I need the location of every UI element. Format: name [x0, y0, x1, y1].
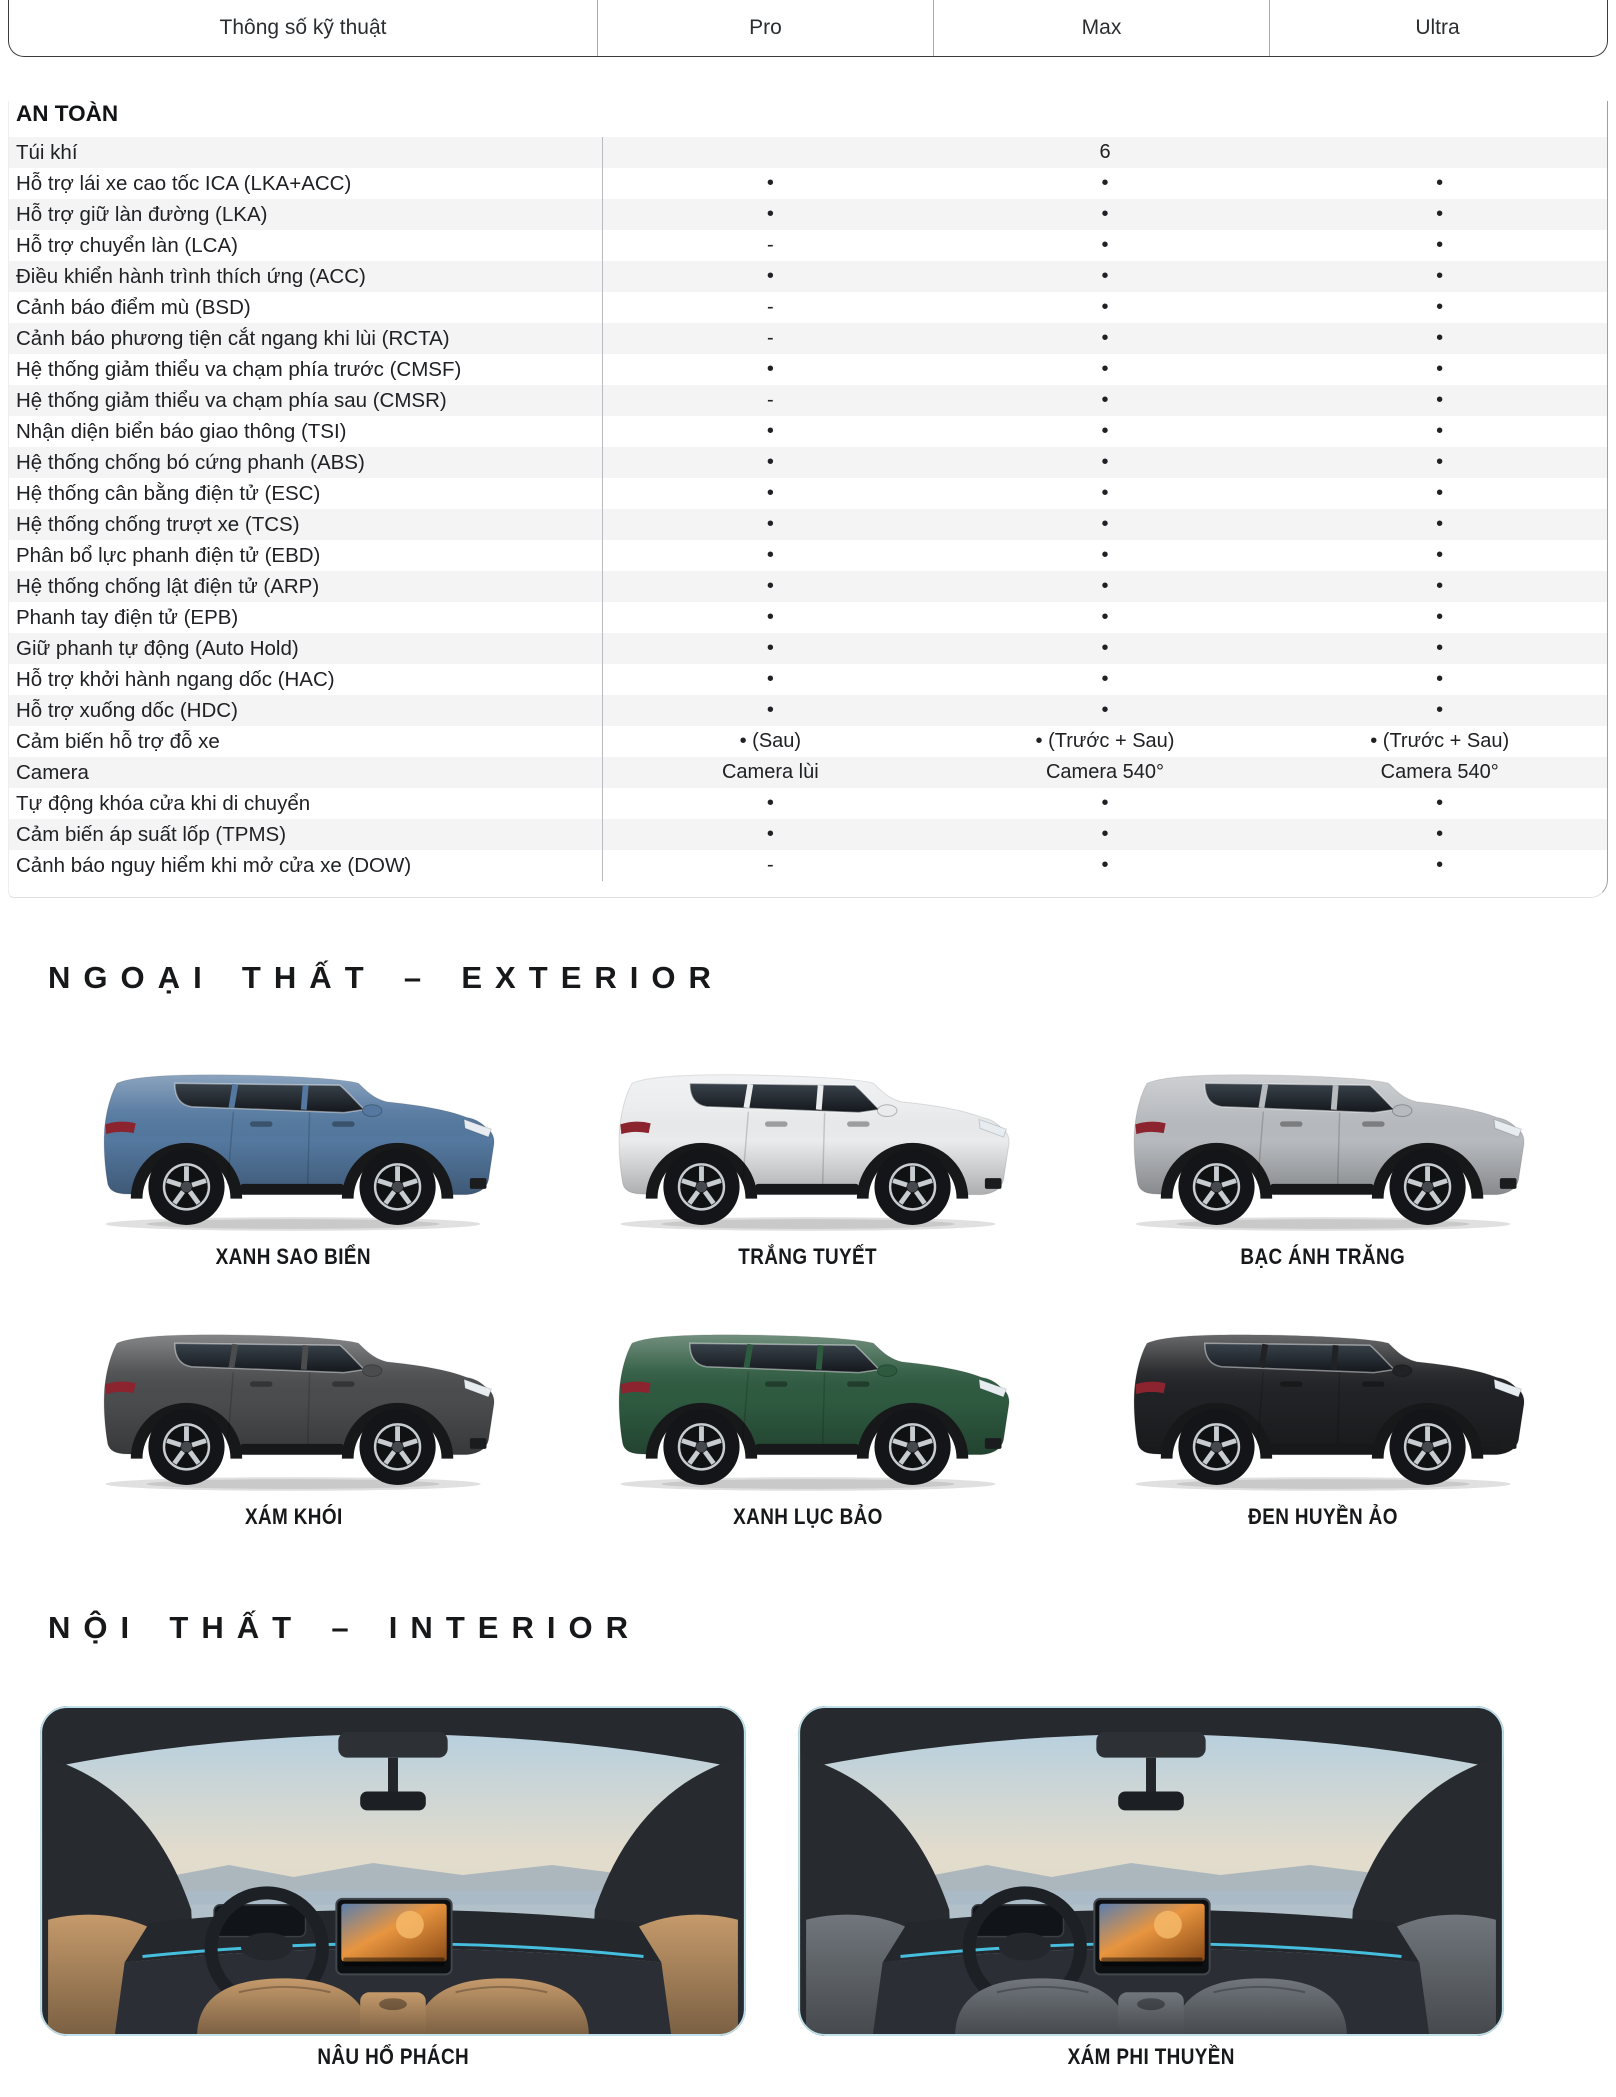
exterior-color-option [1065, 1300, 1580, 1530]
spec-value-pro: • [766, 513, 774, 535]
spec-values [603, 416, 1607, 447]
interior-cabin-image [798, 1706, 1504, 2036]
spec-value-pro: • [766, 482, 774, 504]
spec-label: Túi khí [9, 137, 603, 168]
spec-value-ultra: • (Trước + Sau) [1370, 730, 1510, 752]
table-header [8, 0, 1608, 57]
spec-value-ultra: • [1436, 482, 1444, 504]
spec-value-pro: • [766, 606, 774, 628]
header-trim-ultra: Ultra [1269, 0, 1605, 56]
exterior-color-option [1065, 1040, 1580, 1270]
table-row [9, 602, 1607, 633]
table-row [9, 850, 1607, 881]
spec-values [603, 571, 1607, 602]
table-row [9, 633, 1607, 664]
spec-label: Cảnh báo điểm mù (BSD) [9, 292, 603, 323]
spec-value-ultra: • [1436, 420, 1444, 442]
spec-value-pro: • [766, 203, 774, 225]
spec-rows [9, 137, 1607, 881]
spec-value-all-trims: 6 [1099, 141, 1111, 163]
spec-values [603, 664, 1607, 695]
table-row [9, 695, 1607, 726]
interior-heading: NỘI THẤT – INTERIOR [48, 1610, 642, 1645]
spec-value-pro: • [766, 451, 774, 473]
spec-value-pro: • [766, 544, 774, 566]
spec-label: Hỗ trợ xuống dốc (HDC) [9, 695, 603, 726]
spec-value-pro: - [767, 389, 774, 411]
spec-value-max: • [1101, 668, 1109, 690]
spec-value-pro: • [766, 172, 774, 194]
interior-cabin-image [40, 1706, 746, 2036]
color-name-label: TRẮNG TUYẾT [738, 1244, 878, 1269]
spec-value-ultra: • [1436, 823, 1444, 845]
spec-value-pro: • [766, 823, 774, 845]
spec-label: Phân bổ lực phanh điện tử (EBD) [9, 540, 603, 571]
color-name-label: XANH SAO BIỂN [215, 1244, 371, 1269]
spec-value-max: • [1101, 792, 1109, 814]
spec-value-ultra: • [1436, 203, 1444, 225]
spec-value-max: • [1101, 203, 1109, 225]
table-row [9, 447, 1607, 478]
spec-value-ultra: • [1436, 172, 1444, 194]
spec-value-max: • [1101, 823, 1109, 845]
table-row [9, 261, 1607, 292]
exterior-color-grid [0, 1040, 1616, 1530]
table-row [9, 292, 1607, 323]
spec-value-ultra: • [1436, 358, 1444, 380]
spec-value-ultra: • [1436, 699, 1444, 721]
spec-values [603, 540, 1607, 571]
spec-label: Hệ thống cân bằng điện tử (ESC) [9, 478, 603, 509]
table-row [9, 323, 1607, 354]
spec-value-ultra: • [1436, 327, 1444, 349]
spec-value-ultra: Camera 540° [1380, 761, 1499, 783]
car-side-image [593, 1300, 1023, 1496]
interior-color-option [40, 1706, 746, 2070]
table-row [9, 478, 1607, 509]
exterior-heading: NGOẠI THẤT – EXTERIOR [48, 960, 724, 995]
spec-value-max: • [1101, 482, 1109, 504]
spec-value-max: • [1101, 513, 1109, 535]
spec-label: Điều khiển hành trình thích ứng (ACC) [9, 261, 603, 292]
table-row [9, 230, 1607, 261]
spec-value-ultra: • [1436, 792, 1444, 814]
table-row [9, 354, 1607, 385]
car-side-image [78, 1040, 508, 1236]
spec-values [603, 261, 1607, 292]
spec-value-pro: • [766, 792, 774, 814]
exterior-color-option [36, 1300, 551, 1530]
table-row [9, 664, 1607, 695]
spec-label: Cảnh báo nguy hiểm khi mở cửa xe (DOW) [9, 850, 603, 881]
spec-value-max: • [1101, 606, 1109, 628]
spec-value-ultra: • [1436, 265, 1444, 287]
interior-color-option [798, 1706, 1504, 2070]
spec-values [603, 509, 1607, 540]
spec-label: Cảm biến hỗ trợ đỗ xe [9, 726, 603, 757]
color-name-label: BẠC ÁNH TRĂNG [1240, 1244, 1406, 1269]
spec-value-max: • [1101, 854, 1109, 876]
color-name-label: ĐEN HUYỀN ẢO [1247, 1504, 1398, 1529]
color-name-label: XANH LỤC BẢO [733, 1504, 883, 1529]
spec-label: Cảnh báo phương tiện cắt ngang khi lùi (RCTA) [9, 323, 603, 354]
spec-values [603, 602, 1607, 633]
spec-value-ultra: • [1436, 296, 1444, 318]
spec-value-max: • [1101, 544, 1109, 566]
spec-label: Hỗ trợ chuyển làn (LCA) [9, 230, 603, 261]
spec-values [603, 199, 1607, 230]
spec-value-max: • [1101, 451, 1109, 473]
table-row [9, 726, 1607, 757]
spec-value-pro: • [766, 358, 774, 380]
spec-label: Hệ thống chống lật điện tử (ARP) [9, 571, 603, 602]
spec-values [603, 385, 1607, 416]
spec-values [603, 695, 1607, 726]
color-name-label: XÁM KHÓI [244, 1504, 343, 1529]
spec-label: Phanh tay điện tử (EPB) [9, 602, 603, 633]
spec-value-ultra: • [1436, 637, 1444, 659]
spec-label: Hệ thống giảm thiểu va chạm phía trước (CMSF) [9, 354, 603, 385]
spec-value-max: • [1101, 358, 1109, 380]
table-row [9, 571, 1607, 602]
spec-values [603, 137, 1607, 168]
spec-values [603, 633, 1607, 664]
spec-label: Hệ thống giảm thiểu va chạm phía sau (CMSR) [9, 385, 603, 416]
spec-value-max: • [1101, 234, 1109, 256]
spec-value-ultra: • [1436, 389, 1444, 411]
car-side-image [78, 1300, 508, 1496]
spec-values [603, 168, 1607, 199]
spec-values [603, 354, 1607, 385]
table-row [9, 819, 1607, 850]
table-row [9, 199, 1607, 230]
exterior-color-option [551, 1040, 1066, 1270]
spec-value-pro: • [766, 420, 774, 442]
table-row [9, 788, 1607, 819]
spec-label: Hỗ trợ khởi hành ngang dốc (HAC) [9, 664, 603, 695]
spec-value-max: • [1101, 699, 1109, 721]
car-side-image [1108, 1040, 1538, 1236]
spec-label: Cảm biến áp suất lốp (TPMS) [9, 819, 603, 850]
spec-values [603, 726, 1607, 757]
spec-value-max: • [1101, 172, 1109, 194]
table-row [9, 168, 1607, 199]
spec-value-ultra: • [1436, 234, 1444, 256]
header-spec-column: Thông số kỹ thuật [219, 16, 387, 39]
table-row [9, 540, 1607, 571]
spec-value-pro: • [766, 575, 774, 597]
spec-value-pro: - [767, 854, 774, 876]
color-name-label: XÁM PHI THUYỀN [1067, 2044, 1235, 2069]
car-side-image [593, 1040, 1023, 1236]
spec-label: Tự động khóa cửa khi di chuyển [9, 788, 603, 819]
spec-values [603, 478, 1607, 509]
header-trim-max: Max [933, 0, 1269, 56]
spec-value-ultra: • [1436, 513, 1444, 535]
spec-value-max: • [1101, 637, 1109, 659]
spec-value-pro: • (Sau) [739, 730, 802, 752]
spec-value-max: • (Trước + Sau) [1035, 730, 1175, 752]
spec-values [603, 757, 1607, 788]
color-name-label: NÂU HỔ PHÁCH [317, 2044, 469, 2069]
spec-value-ultra: • [1436, 668, 1444, 690]
spec-value-ultra: • [1436, 854, 1444, 876]
spec-value-max: • [1101, 296, 1109, 318]
spec-value-pro: • [766, 699, 774, 721]
spec-label: Hỗ trợ giữ làn đường (LKA) [9, 199, 603, 230]
spec-label: Hệ thống chống trượt xe (TCS) [9, 509, 603, 540]
table-row [9, 385, 1607, 416]
spec-value-ultra: • [1436, 451, 1444, 473]
exterior-color-option [36, 1040, 551, 1270]
spec-values [603, 447, 1607, 478]
table-row [9, 137, 1607, 168]
table-row [9, 757, 1607, 788]
spec-table [8, 101, 1608, 898]
spec-value-pro: • [766, 668, 774, 690]
spec-label: Hỗ trợ lái xe cao tốc ICA (LKA+ACC) [9, 168, 603, 199]
spec-value-ultra: • [1436, 606, 1444, 628]
spec-value-pro: - [767, 327, 774, 349]
spec-value-max: • [1101, 327, 1109, 349]
spec-value-max: • [1101, 420, 1109, 442]
spec-values [603, 850, 1607, 881]
spec-value-pro: • [766, 265, 774, 287]
section-title-safety: AN TOÀN [16, 101, 119, 126]
table-row [9, 416, 1607, 447]
spec-values [603, 292, 1607, 323]
spec-values [603, 323, 1607, 354]
spec-label: Camera [9, 757, 603, 788]
interior-color-grid [0, 1706, 1616, 2070]
exterior-color-option [551, 1300, 1066, 1530]
spec-value-pro: - [767, 234, 774, 256]
spec-label: Nhận diện biển báo giao thông (TSI) [9, 416, 603, 447]
spec-values [603, 230, 1607, 261]
spec-value-ultra: • [1436, 575, 1444, 597]
spec-value-max: Camera 540° [1045, 761, 1165, 783]
table-row [9, 509, 1607, 540]
spec-value-pro: Camera lùi [721, 761, 819, 783]
spec-label: Giữ phanh tự động (Auto Hold) [9, 633, 603, 664]
spec-value-max: • [1101, 575, 1109, 597]
spec-value-ultra: • [1436, 544, 1444, 566]
spec-values [603, 788, 1607, 819]
spec-value-max: • [1101, 389, 1109, 411]
spec-label: Hệ thống chống bó cứng phanh (ABS) [9, 447, 603, 478]
header-trim-pro: Pro [597, 0, 933, 56]
car-side-image [1108, 1300, 1538, 1496]
spec-value-pro: - [767, 296, 774, 318]
spec-values [603, 819, 1607, 850]
spec-value-max: • [1101, 265, 1109, 287]
spec-value-pro: • [766, 637, 774, 659]
